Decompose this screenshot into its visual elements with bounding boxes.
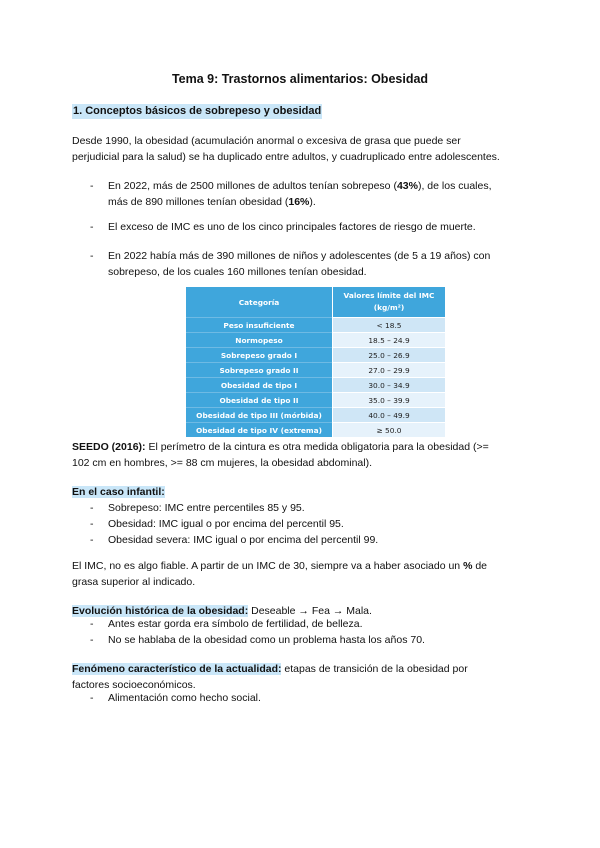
imc-table [186, 287, 445, 437]
intro-paragraph [72, 133, 532, 165]
fenomeno-paragraph: Fenómeno característico de la actualidad: etapas de transición de la obesidad por factores socioeconómicos. [72, 663, 468, 691]
list-item: - Sobrepeso: IMC entre percentiles 85 y 95. [90, 502, 305, 514]
list-item: - El exceso de IMC es uno de los cinco principales factores de riesgo de muerte. [90, 221, 476, 233]
table-row [186, 393, 445, 408]
bullet-dash: - [90, 180, 94, 192]
table-cell-value: 18.5 – 24.9 [333, 333, 446, 348]
table-cell-category: Peso insuficiente [186, 318, 333, 333]
fenomeno-heading: Fenómeno característico de la actualidad: [72, 663, 282, 675]
table-cell-category: Obesidad de tipo IV (extrema) [186, 423, 333, 438]
table-cell-value: 40.0 – 49.9 [333, 408, 446, 423]
imc-note-paragraph: El IMC, no es algo fiable. A partir de un IMC de 30, siempre va a haber asociado un % de grasa superior al indicado. [72, 560, 488, 588]
table-cell-category: Obesidad de tipo I [186, 378, 333, 393]
table-cell-value: 27.0 – 29.9 [333, 363, 446, 378]
list-item: - Antes estar gorda era símbolo de fertilidad, de belleza. [90, 618, 363, 630]
list-item: - En 2022, más de 2500 millones de adultos tenían sobrepeso (43%), de los cuales, más de 890 millones tenían obesidad (16%). [90, 180, 492, 208]
table-cell-category: Sobrepeso grado I [186, 348, 333, 363]
table-cell-category: Sobrepeso grado II [186, 363, 333, 378]
subheading-infantil: En el caso infantil: [72, 486, 165, 498]
list-item: - En 2022 había más de 390 millones de niños y adolescentes (de 5 a 19 años) con sobrepeso, de los cuales 160 millones tenían obesidad. [90, 250, 491, 278]
intro-line-1: Desde 1990, la obesidad (acumulación anormal o excesiva de grasa que puede ser [72, 135, 461, 147]
intro-line-2: perjudicial para la salud) se ha duplicado entre adultos, y cuadruplicado entre adolescentes. [72, 151, 500, 163]
table-cell-value: < 18.5 [333, 318, 446, 333]
list-item: - Obesidad: IMC igual o por encima del percentil 95. [90, 518, 344, 530]
table-row [186, 348, 445, 363]
table-row [186, 318, 445, 333]
table-header-values: Valores límite del IMC (kg/m²) [333, 287, 446, 318]
table-row [186, 423, 445, 438]
list-item: - Alimentación como hecho social. [90, 692, 261, 704]
table-cell-value: 30.0 – 34.9 [333, 378, 446, 393]
table-cell-category: Obesidad de tipo II [186, 393, 333, 408]
seedo-label: SEEDO (2016): [72, 441, 146, 453]
list-item: - Obesidad severa: IMC igual o por encima del percentil 99. [90, 534, 379, 546]
table-cell-category: Normopeso [186, 333, 333, 348]
section-heading: 1. Conceptos básicos de sobrepeso y obesidad [73, 105, 322, 117]
evolucion-paragraph: Evolución histórica de la obesidad: Deseable → Fea → Mala. [72, 605, 372, 617]
seedo-paragraph: SEEDO (2016): El perímetro de la cintura es otra medida obligatoria para la obesidad (>= 102 cm en hombres, >= 88 cm mujeres, la obesidad abdominal). [72, 441, 489, 469]
bullet-dash: - [90, 221, 94, 233]
bullet-dash: - [90, 250, 94, 262]
table-row [186, 378, 445, 393]
table-row [186, 363, 445, 378]
table-row [186, 408, 445, 423]
table-header-category: Categoría [186, 287, 333, 318]
table-cell-value: 25.0 – 26.9 [333, 348, 446, 363]
table-row [186, 333, 445, 348]
evolucion-heading: Evolución histórica de la obesidad: [72, 605, 249, 617]
table-cell-value: ≥ 50.0 [333, 423, 446, 438]
table-cell-value: 35.0 – 39.9 [333, 393, 446, 408]
page-title: Tema 9: Trastornos alimentarios: Obesidad [171, 72, 429, 86]
table-cell-category: Obesidad de tipo III (mórbida) [186, 408, 333, 423]
list-item: - No se hablaba de la obesidad como un problema hasta los años 70. [90, 634, 425, 646]
